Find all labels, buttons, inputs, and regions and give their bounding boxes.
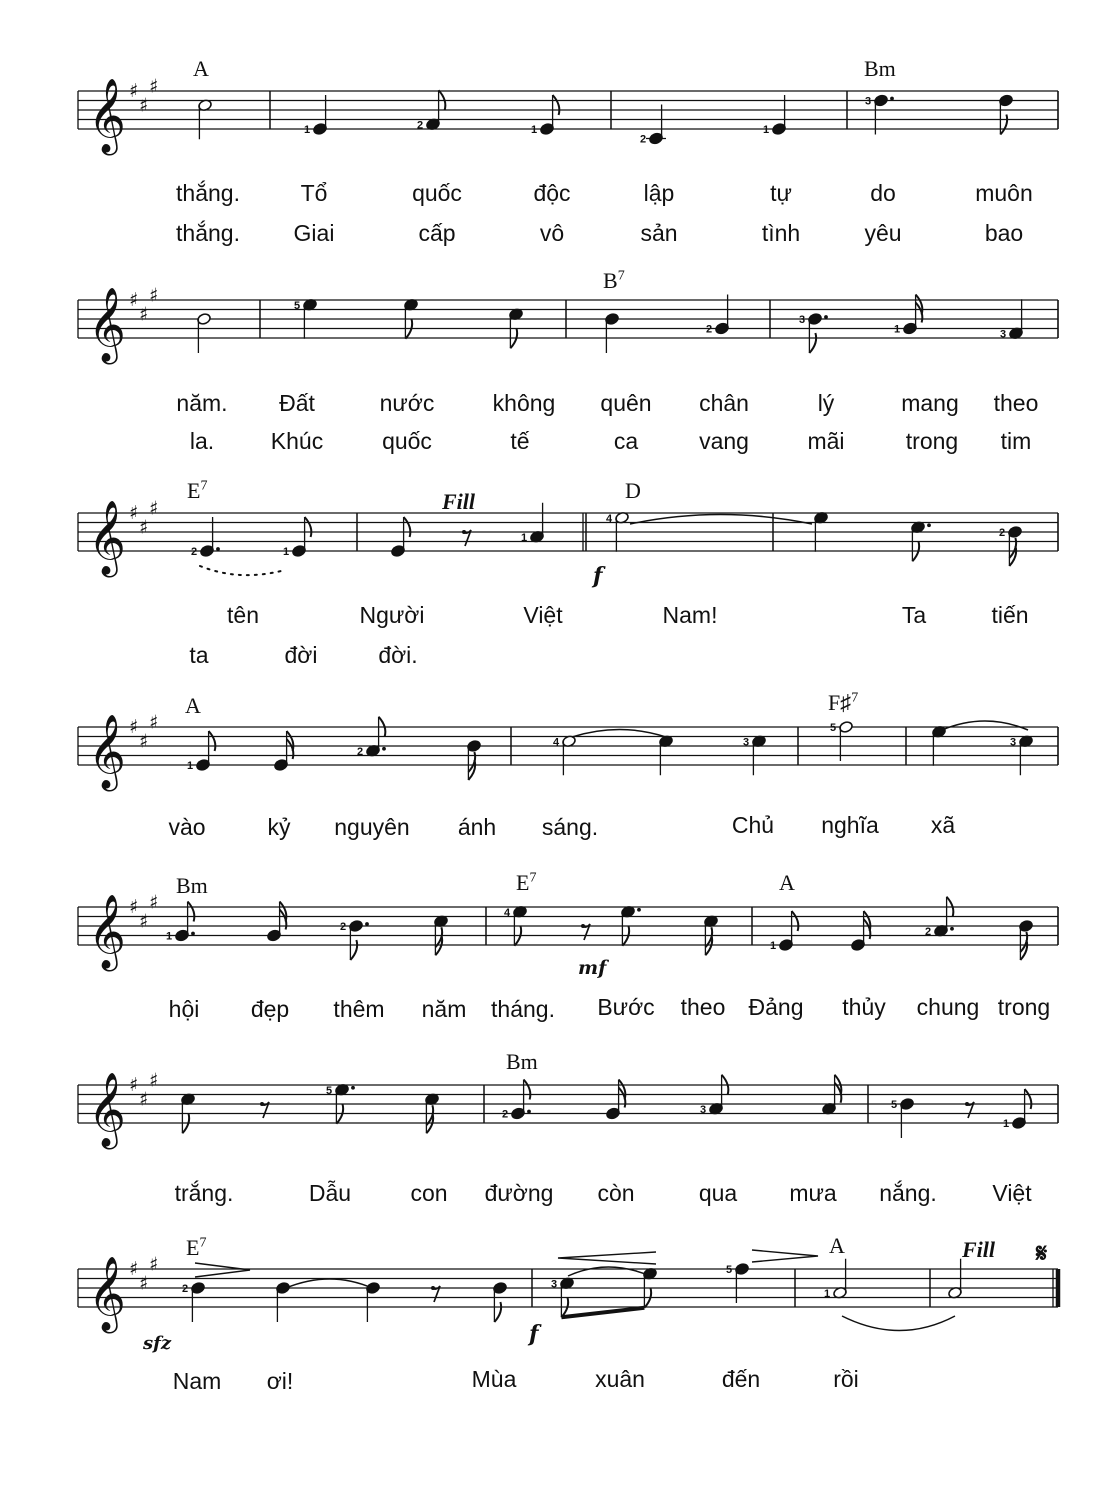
lyric-syllable: tình — [761, 220, 801, 246]
eighth-rest — [462, 530, 466, 534]
lyric-syllable: cấp — [418, 220, 456, 246]
note-dot — [365, 922, 369, 926]
fingering-number: 5 — [726, 1264, 733, 1276]
lyric-syllable: thêm — [333, 996, 385, 1022]
lyric-syllable: nguyên — [334, 814, 410, 840]
lyric-syllable: xã — [930, 812, 956, 838]
fingering-number: 5 — [891, 1099, 898, 1111]
sharp-icon: ♯ — [129, 716, 139, 738]
note-dot — [824, 315, 828, 319]
lyric-syllable: ơi! — [266, 1368, 294, 1394]
lyric-syllable: tên — [227, 602, 259, 628]
dynamic-forte: f — [593, 563, 603, 589]
lyric-syllable: Bước — [597, 994, 655, 1020]
sharp-icon: ♯ — [149, 891, 159, 914]
eighth-rest — [431, 1286, 435, 1290]
fingering-number: 2 — [640, 133, 647, 146]
sharp-icon: ♯ — [129, 289, 139, 311]
fingering-number: 2 — [999, 527, 1006, 539]
lyric-syllable: kỷ — [267, 814, 291, 840]
lyric-syllable: đường — [484, 1180, 554, 1206]
fingering-number: 1 — [166, 930, 173, 943]
sharp-icon: ♯ — [139, 730, 149, 753]
lyric-syllable: mưa — [789, 1180, 837, 1206]
note-dot — [637, 908, 641, 912]
lyric-syllable: thắng. — [176, 220, 240, 246]
chord-symbol: Bm — [176, 873, 208, 898]
lyric-syllable: Khúc — [270, 428, 324, 454]
lyric-syllable: yêu — [864, 220, 902, 246]
sharp-icon: ♯ — [139, 94, 149, 117]
accent-mark — [195, 1263, 250, 1277]
fingering-number: 1 — [531, 124, 538, 136]
eighth-rest — [581, 924, 585, 928]
treble-clef-icon: 𝄞 — [88, 288, 126, 362]
lyric-syllable: Nam! — [662, 602, 718, 628]
lyric-syllable: ta — [189, 642, 209, 668]
lyric-syllable: theo — [993, 390, 1039, 416]
lyric-syllable: năm — [421, 996, 467, 1022]
fingering-number: 1 — [894, 323, 901, 336]
chord-symbol: D — [625, 478, 641, 503]
lyric-syllable: tự — [770, 180, 792, 206]
lyric-syllable: quên — [600, 390, 652, 416]
note-dot — [351, 1086, 355, 1090]
sharp-icon: ♯ — [129, 896, 139, 918]
tie-curve — [942, 721, 1028, 730]
lyric-syllable: Việt — [523, 602, 563, 628]
lyric-syllable: Ta — [901, 602, 927, 628]
note-flag — [1000, 115, 1007, 135]
fingering-number: 2 — [417, 119, 424, 132]
dynamic-mezzo-forte: mf — [578, 957, 607, 979]
chord-symbol: $B^7$ — [603, 268, 625, 293]
lyric-syllable: Người — [359, 602, 425, 628]
beam — [561, 1308, 644, 1318]
lyric-syllable: Dẫu — [308, 1180, 352, 1206]
lyric-syllable: con — [410, 1180, 448, 1206]
fingering-number: 3 — [700, 1103, 707, 1116]
dynamic-sforzando: sfz — [143, 1333, 172, 1354]
lyric-syllable: đời — [284, 642, 318, 668]
fingering-number: 1 — [304, 124, 311, 136]
fingering-number: 1 — [187, 760, 194, 772]
sharp-icon: ♯ — [149, 75, 159, 98]
sharp-icon: ♯ — [139, 516, 149, 539]
note-dot — [927, 523, 931, 527]
lyric-syllable: sản — [640, 220, 678, 246]
lyric-syllable: ánh — [457, 814, 497, 840]
lyric-syllable: tim — [1000, 428, 1032, 454]
tie-curve — [842, 1316, 955, 1331]
lyric-syllable: vang — [699, 428, 749, 454]
lyric-syllable: Đảng — [748, 994, 804, 1020]
lyric-syllable: do — [870, 180, 896, 206]
note-dot — [890, 97, 894, 101]
sharp-icon: ♯ — [139, 910, 149, 933]
fingering-number: 2 — [925, 925, 932, 938]
note-dot — [382, 747, 386, 751]
fingering-number: 4 — [606, 512, 613, 525]
dynamic-forte: f — [529, 1321, 539, 1347]
note-flag — [404, 517, 411, 537]
note-flag — [188, 902, 195, 922]
note-dot — [950, 927, 954, 931]
chord-symbol: $E^7$ — [186, 1235, 207, 1260]
fingering-number: 3 — [865, 95, 872, 108]
treble-clef-icon: 𝄞 — [88, 1257, 126, 1331]
fingering-number: 2 — [357, 745, 364, 758]
chord-symbol: A — [185, 693, 201, 718]
fill-marking: Fill — [442, 489, 476, 514]
lyric-syllable: lập — [643, 180, 675, 206]
treble-clef-icon: 𝄞 — [88, 895, 126, 969]
fingering-number: 1 — [521, 531, 528, 544]
lyric-syllable: mang — [901, 390, 959, 416]
lyric-syllable: không — [492, 390, 556, 416]
lyric-syllable: vào — [168, 814, 206, 840]
lyric-syllable: thắng. — [176, 180, 240, 206]
fingering-number: 1 — [1003, 1118, 1010, 1130]
lyric-syllable: lý — [817, 390, 835, 416]
lyric-syllable: xuân — [595, 1366, 645, 1392]
lyric-syllable: năm. — [176, 390, 228, 416]
sharp-icon: ♯ — [129, 80, 139, 102]
note-flag — [209, 731, 216, 751]
lyric-syllable: qua — [698, 1180, 738, 1206]
decrescendo-hairpin — [752, 1250, 818, 1262]
dotted-slur — [200, 566, 285, 575]
treble-clef-icon: 𝄞 — [88, 501, 126, 575]
note-flag — [553, 95, 560, 115]
treble-clef-icon: 𝄞 — [88, 715, 126, 789]
sharp-icon: ♯ — [129, 1074, 139, 1096]
lyric-syllable: thủy — [842, 994, 886, 1020]
note-dot — [216, 547, 220, 551]
note-flag — [792, 911, 799, 931]
lyric-syllable: hội — [168, 996, 200, 1022]
chord-symbol: $E^7$ — [187, 478, 208, 503]
chord-symbol: $E^7$ — [516, 870, 537, 895]
sharp-icon: ♯ — [129, 1258, 139, 1280]
fill-marking: Fill — [962, 1237, 996, 1262]
fingering-number: 2 — [182, 1283, 189, 1295]
fingering-number: 3 — [799, 314, 806, 326]
lyric-syllable: mãi — [807, 428, 845, 454]
fingering-number: 1 — [763, 124, 770, 136]
fingering-number: 3 — [1010, 736, 1017, 749]
chord-symbol: F♯$^7$ — [828, 690, 859, 715]
note-flag — [1025, 1089, 1032, 1109]
segno-icon: 𝄋 — [1036, 1239, 1048, 1269]
eighth-rest — [260, 1102, 264, 1106]
fingering-number: 5 — [830, 722, 837, 734]
lyric-syllable: trong — [905, 428, 959, 454]
lyric-syllable: chân — [699, 390, 749, 416]
lyric-syllable: la. — [189, 428, 215, 454]
treble-clef-icon: 𝄞 — [88, 79, 126, 153]
note-dot — [527, 1110, 531, 1114]
sharp-icon: ♯ — [149, 284, 159, 307]
chord-symbol: A — [193, 56, 209, 81]
tie-curve — [286, 1279, 372, 1288]
fingering-number: 2 — [340, 921, 347, 933]
chord-symbol: A — [829, 1233, 845, 1258]
lyric-syllable: vô — [539, 220, 565, 246]
lyric-syllable: bao — [984, 220, 1024, 246]
sharp-icon: ♯ — [149, 497, 159, 520]
fingering-number: 2 — [706, 323, 713, 336]
lyric-syllable: đẹp — [250, 996, 290, 1022]
lyric-syllable: sáng. — [541, 814, 599, 840]
lyric-syllable: đời. — [378, 642, 418, 668]
note-flag — [494, 1302, 501, 1322]
lyric-syllable: đến — [721, 1366, 761, 1392]
lyric-syllable: rồi — [833, 1366, 859, 1392]
lyric-syllable: Đất — [279, 390, 315, 416]
lyric-syllable: còn — [597, 1180, 635, 1206]
sharp-icon: ♯ — [149, 1069, 159, 1092]
treble-clef-icon: 𝄞 — [88, 1073, 126, 1147]
lyric-syllable: trắng. — [174, 1180, 234, 1206]
lyric-syllable: tiến — [991, 602, 1029, 628]
fingering-number: 5 — [294, 299, 301, 312]
fingering-number: 3 — [743, 736, 750, 749]
lyric-syllable: tháng. — [491, 996, 555, 1022]
lyric-syllable: ca — [613, 428, 639, 454]
lyric-syllable: Giai — [293, 220, 335, 246]
lyric-syllable: nước — [379, 390, 435, 416]
lyric-syllable: nắng. — [879, 1180, 937, 1206]
chord-symbol: Bm — [864, 56, 896, 81]
fingering-number: 4 — [553, 736, 560, 749]
sharp-icon: ♯ — [149, 711, 159, 734]
lyric-syllable: Mùa — [471, 1366, 517, 1392]
lyric-syllable: chung — [916, 994, 980, 1020]
lyric-syllable: tế — [510, 428, 530, 454]
lyric-syllable: muôn — [975, 180, 1033, 206]
fingering-number: 5 — [326, 1084, 333, 1097]
lyric-syllable: quốc — [412, 180, 462, 206]
note-flag — [809, 333, 816, 353]
lyric-syllable: trong — [997, 994, 1051, 1020]
fingering-number: 4 — [504, 906, 511, 919]
fingering-number: 3 — [1000, 328, 1007, 341]
fingering-number: 2 — [502, 1108, 509, 1121]
sharp-icon: ♯ — [129, 502, 139, 524]
fingering-number: 3 — [551, 1278, 558, 1291]
fingering-number: 2 — [191, 546, 198, 558]
fingering-number: 1 — [283, 546, 290, 558]
sharp-icon: ♯ — [149, 1253, 159, 1276]
chord-symbol: A — [779, 870, 795, 895]
chord-symbol: Bm — [506, 1049, 538, 1074]
sharp-icon: ♯ — [139, 303, 149, 326]
fingering-number: 1 — [770, 940, 777, 952]
lyric-syllable: Chủ — [731, 812, 775, 838]
lyric-syllable: nghĩa — [821, 812, 879, 838]
lyric-syllable: quốc — [382, 428, 432, 454]
lyric-syllable: Tổ — [300, 180, 328, 206]
eighth-rest — [965, 1102, 969, 1106]
note-flag — [305, 517, 312, 537]
sharp-icon: ♯ — [139, 1272, 149, 1295]
sharp-icon: ♯ — [139, 1088, 149, 1111]
note-flag — [350, 940, 357, 960]
note-flag — [524, 1080, 531, 1100]
lyric-syllable: Nam — [172, 1368, 222, 1394]
lyric-syllable: Việt — [992, 1180, 1032, 1206]
lyric-syllable: theo — [680, 994, 726, 1020]
crescendo-hairpin — [558, 1252, 656, 1264]
fingering-number: 1 — [824, 1287, 831, 1300]
note-dot — [191, 932, 195, 936]
lyric-syllable: độc — [533, 180, 571, 206]
